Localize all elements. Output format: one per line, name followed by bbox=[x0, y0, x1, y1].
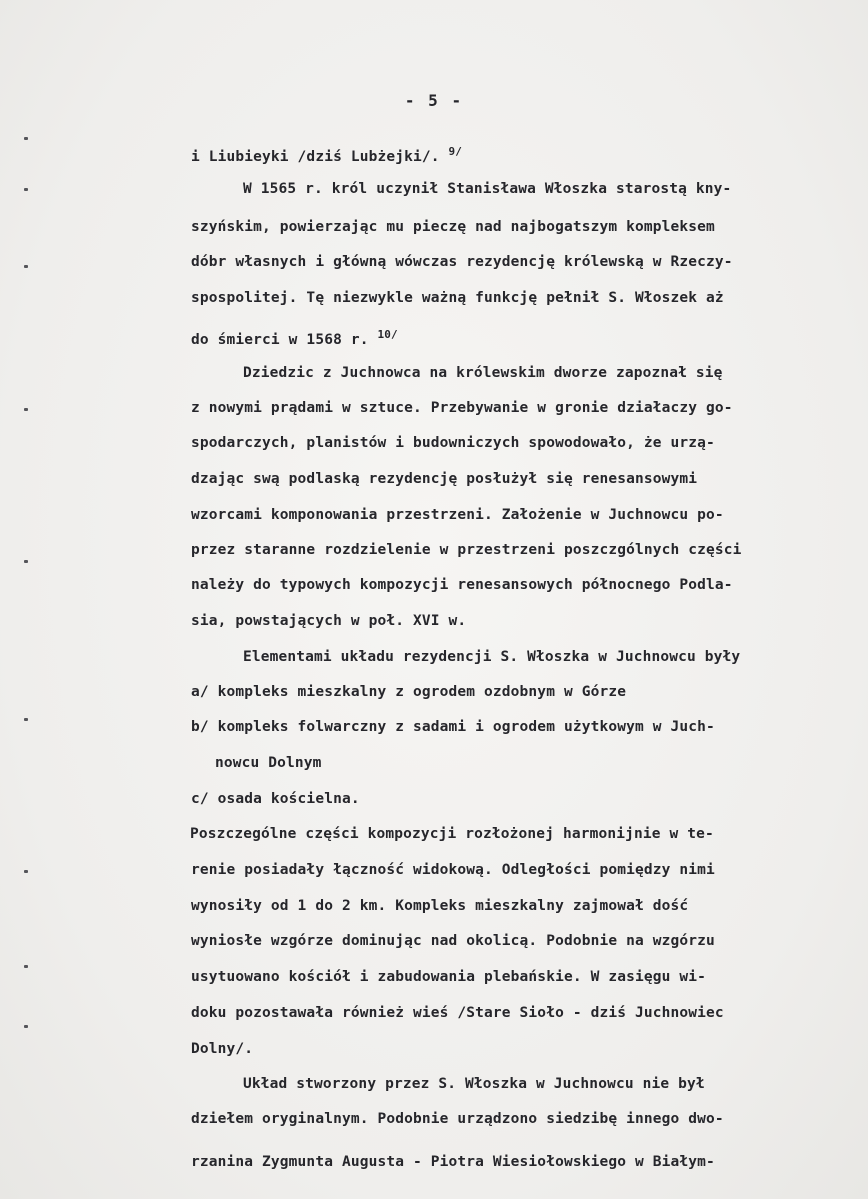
text-line: z nowymi prądami w sztuce. Przebywanie w gronie działaczy go- bbox=[191, 400, 733, 416]
margin-mark bbox=[24, 870, 28, 873]
text-line: rzanina Zygmunta Augusta - Piotra Wiesiołowskiego w Białym- bbox=[191, 1154, 715, 1170]
text-line: spospolitej. Tę niezwykle ważną funkcję pełnił S. Włoszek aż bbox=[191, 290, 724, 306]
text-line: i Liubieyki /dziś Lubżejki/. $^{9/}$ bbox=[191, 145, 463, 165]
text-line: przez staranne rozdzielenie w przestrzeni poszczgólnych części bbox=[191, 542, 742, 558]
footnote-ref: 9/ bbox=[448, 145, 463, 158]
text-line: a/ kompleks mieszkalny z ogrodem ozdobnym w Górze bbox=[191, 684, 627, 700]
page-number: - 5 - bbox=[404, 91, 464, 110]
text-line: doku pozostawała również wieś /Stare Sioło - dziś Juchnowiec bbox=[191, 1005, 724, 1021]
text-line: do śmierci w 1568 r. $^{10/}$ bbox=[191, 328, 398, 348]
footnote-ref: 10/ bbox=[377, 328, 398, 341]
text-line: sia, powstających w poł. XVI w. bbox=[191, 613, 467, 629]
text-line: wynosiły od 1 do 2 km. Kompleks mieszkalny zajmował dość bbox=[191, 898, 689, 914]
margin-mark bbox=[24, 1025, 28, 1028]
text-line: Poszczególne części kompozycji rozłożonej harmonijnie w te- bbox=[190, 826, 714, 842]
text-line: spodarczych, planistów i budowniczych spowodowało, że urzą- bbox=[191, 435, 715, 451]
text-line: dzając swą podlaską rezydencję posłużył się renesansowymi bbox=[191, 471, 698, 487]
text-line: dóbr własnych i główną wówczas rezydencję królewską w Rzeczy- bbox=[191, 254, 733, 270]
text-line: Układ stworzony przez S. Włoszka w Juchnowcu nie był bbox=[243, 1076, 705, 1092]
margin-mark bbox=[24, 408, 28, 411]
text-line: należy do typowych kompozycji renesansowych północnego Podla- bbox=[191, 577, 733, 593]
text-line: renie posiadały łączność widokową. Odległości pomiędzy nimi bbox=[191, 862, 715, 878]
margin-mark bbox=[24, 965, 28, 968]
text-line: szyńskim, powierzając mu pieczę nad najbogatszym kompleksem bbox=[191, 219, 715, 235]
text-line: nowcu Dolnym bbox=[215, 755, 322, 771]
text-line: b/ kompleks folwarczny z sadami i ogrodem użytkowym w Juch- bbox=[191, 719, 715, 735]
text-line: Dolny/. bbox=[191, 1041, 254, 1057]
text-line: usytuowano kościół i zabudowania plebańskie. W zasięgu wi- bbox=[191, 969, 707, 985]
text-line: c/ osada kościelna. bbox=[191, 791, 360, 807]
text-line: dziełem oryginalnym. Podobnie urządzono siedzibę innego dwo- bbox=[191, 1111, 724, 1127]
text-line: wzorcami komponowania przestrzeni. Założenie w Juchnowcu po- bbox=[191, 507, 724, 523]
text-line: Dziedzic z Juchnowca na królewskim dworze zapoznał się bbox=[243, 365, 723, 381]
text-line: W 1565 r. król uczynił Stanisława Włoszka starostą kny- bbox=[243, 181, 732, 197]
margin-mark bbox=[24, 560, 28, 563]
margin-mark bbox=[24, 137, 28, 140]
margin-mark bbox=[24, 718, 28, 721]
margin-mark bbox=[24, 188, 28, 191]
text-line: Elementami układu rezydencji S. Włoszka w Juchnowcu były bbox=[243, 649, 741, 665]
text-line: wyniosłe wzgórze dominując nad okolicą. Podobnie na wzgórzu bbox=[191, 933, 715, 949]
margin-mark bbox=[24, 265, 28, 268]
